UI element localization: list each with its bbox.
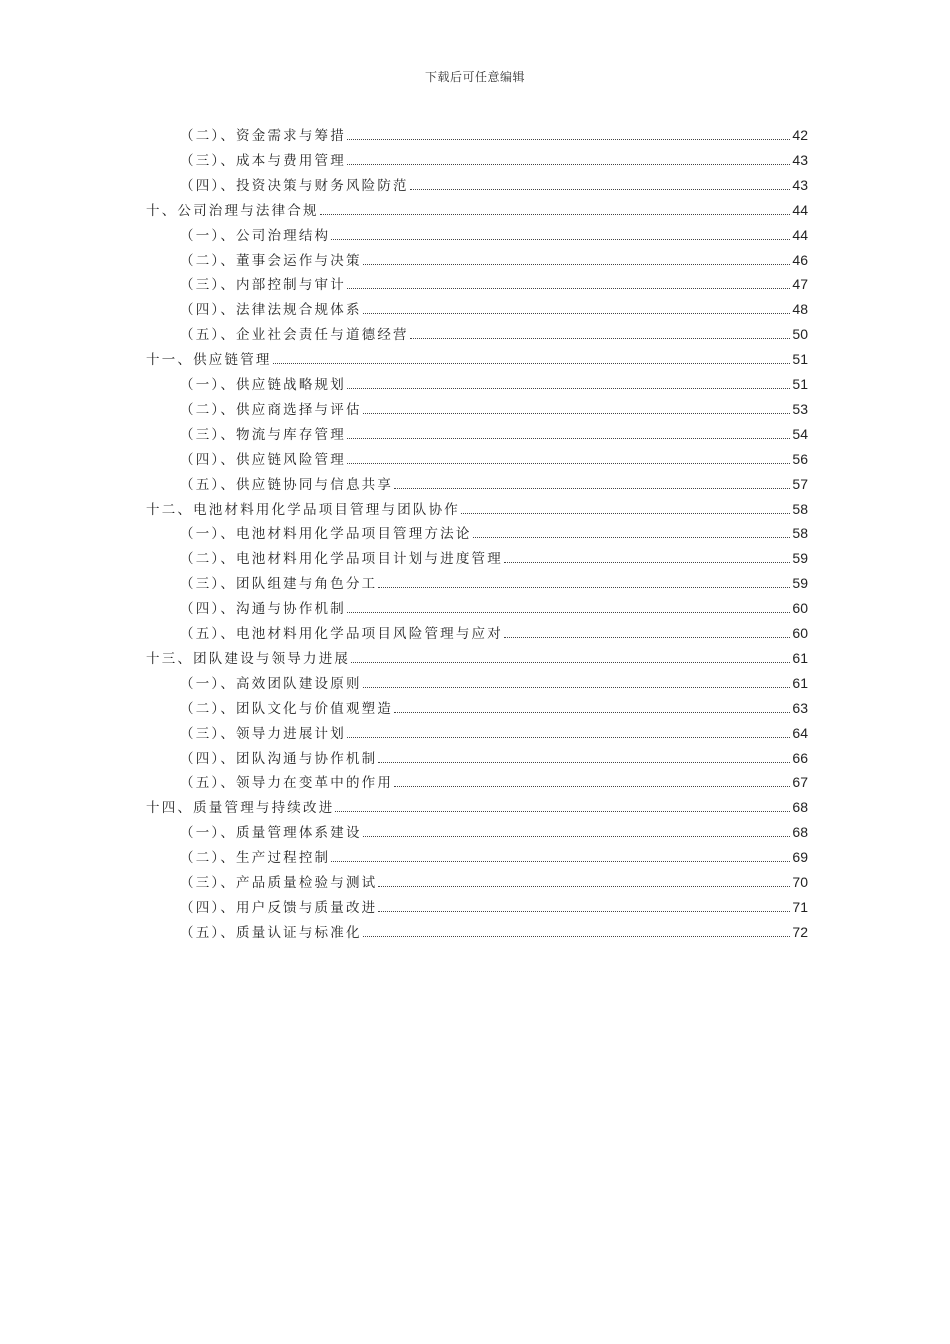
toc-entry-title: （二）、电池材料用化学品项目计划与进度管理 (180, 551, 503, 568)
toc-entry[interactable] (180, 623, 808, 643)
toc-entry[interactable] (146, 797, 808, 817)
toc-entry-page-number: 71 (792, 898, 808, 915)
toc-entry[interactable] (180, 299, 808, 319)
toc-entry-title: （一）、供应链战略规划 (180, 377, 346, 393)
toc-dot-leader (335, 797, 790, 812)
toc-dot-leader (461, 499, 790, 514)
toc-dot-leader (504, 548, 790, 563)
toc-entry-title: （一）、电池材料用化学品项目管理方法论 (180, 526, 472, 543)
toc-dot-leader (363, 399, 791, 414)
toc-entry-page-number: 68 (792, 824, 808, 841)
toc-entry[interactable] (180, 274, 808, 294)
toc-entry-page-number: 57 (792, 475, 808, 492)
toc-dot-leader (378, 748, 790, 763)
toc-entry[interactable] (180, 424, 808, 444)
toc-entry-page-number: 54 (792, 425, 808, 442)
toc-entry[interactable] (180, 573, 808, 593)
toc-dot-leader (473, 523, 791, 538)
toc-entry-page-number: 44 (792, 201, 808, 218)
toc-dot-leader (331, 847, 790, 862)
toc-entry-title: （五）、领导力在变革中的作用 (180, 775, 394, 792)
toc-entry-title: （五）、质量认证与标准化 (180, 924, 362, 941)
toc-entry-page-number: 63 (792, 699, 808, 716)
toc-entry[interactable] (180, 324, 808, 344)
toc-entry-page-number: 43 (792, 151, 808, 168)
toc-entry[interactable] (180, 125, 808, 145)
toc-entry-page-number: 67 (792, 774, 808, 791)
toc-entry[interactable] (180, 598, 808, 618)
toc-dot-leader (347, 150, 790, 165)
toc-entry[interactable] (180, 723, 808, 743)
toc-entry[interactable] (180, 847, 808, 867)
toc-entry-title: 十三、团队建设与领导力进展 (146, 650, 351, 667)
toc-entry-page-number: 43 (792, 176, 808, 193)
toc-entry-title: （五）、供应链协同与信息共享 (180, 476, 394, 493)
toc-entry-page-number: 58 (792, 500, 808, 517)
toc-entry-page-number: 60 (792, 600, 808, 617)
page-header: 下载后可任意编辑 (424, 70, 525, 84)
toc-entry-page-number: 59 (792, 575, 808, 592)
toc-entry-title: （四）、供应链风险管理 (180, 451, 346, 468)
toc-entry-title: （一）、高效团队建设原则 (180, 675, 362, 692)
toc-entry-page-number: 61 (792, 674, 808, 691)
toc-entry[interactable] (180, 748, 808, 768)
toc-entry-page-number: 51 (792, 351, 808, 368)
toc-entry-title: （二）、供应商选择与评估 (180, 401, 362, 418)
toc-dot-leader (363, 922, 791, 937)
toc-entry-title: （二）、董事会运作与决策 (180, 252, 362, 269)
toc-entry-title: （五）、电池材料用化学品项目风险管理与应对 (180, 626, 503, 642)
toc-dot-leader (504, 623, 790, 638)
toc-dot-leader (363, 673, 791, 688)
toc-entry-page-number: 47 (792, 276, 808, 293)
toc-dot-leader (347, 125, 790, 140)
toc-entry-page-number: 46 (792, 251, 808, 268)
toc-entry[interactable] (180, 175, 808, 195)
toc-entry-title: （四）、沟通与协作机制 (180, 601, 346, 618)
toc-entry-title: （四）、投资决策与财务风险防范 (180, 177, 409, 194)
toc-entry-page-number: 59 (792, 550, 808, 567)
toc-entry-title: （二）、生产过程控制 (180, 850, 331, 867)
toc-dot-leader (347, 449, 790, 464)
toc-entry-title: （一）、质量管理体系建设 (180, 825, 362, 842)
toc-dot-leader (351, 648, 790, 663)
toc-entry-page-number: 60 (792, 625, 808, 641)
toc-dot-leader (378, 872, 790, 887)
toc-entry[interactable] (146, 499, 808, 519)
toc-dot-leader (378, 897, 790, 912)
toc-dot-leader (347, 598, 790, 613)
toc-entry-title: （三）、物流与库存管理 (180, 426, 346, 443)
toc-entry[interactable] (180, 150, 808, 170)
toc-entry[interactable] (180, 399, 808, 419)
toc-dot-leader (347, 424, 790, 439)
toc-dot-leader (378, 573, 790, 588)
toc-entry-title: （三）、领导力进展计划 (180, 725, 346, 742)
toc-dot-leader (394, 772, 790, 787)
toc-entry-page-number: 64 (792, 724, 808, 741)
toc-dot-leader (273, 349, 791, 364)
toc-dot-leader (410, 175, 791, 190)
toc-entry[interactable] (180, 225, 808, 245)
toc-entry-title: （三）、产品质量检验与测试 (180, 875, 378, 891)
toc-dot-leader (394, 474, 790, 489)
toc-entry-page-number: 70 (792, 874, 808, 890)
toc-entry[interactable] (180, 922, 808, 942)
toc-entry[interactable] (180, 822, 808, 842)
toc-entry-title: 十二、电池材料用化学品项目管理与团队协作 (146, 501, 460, 518)
toc-entry-page-number: 61 (792, 649, 808, 666)
toc-entry-title: （二）、团队文化与价值观塑造 (180, 700, 394, 717)
toc-entry-page-number: 66 (792, 749, 808, 766)
toc-entry-page-number: 51 (792, 376, 808, 392)
toc-entry-title: （三）、团队组建与角色分工 (180, 576, 378, 593)
toc-entry-page-number: 50 (792, 326, 808, 343)
toc-dot-leader (320, 200, 791, 215)
toc-entry[interactable] (180, 449, 808, 469)
toc-entry[interactable] (180, 698, 808, 718)
toc-entry[interactable] (180, 548, 808, 568)
toc-dot-leader (331, 225, 790, 240)
toc-entry-page-number: 53 (792, 400, 808, 417)
toc-entry-page-number: 68 (792, 799, 808, 816)
toc-entry-title: （三）、成本与费用管理 (180, 152, 346, 169)
toc-entry-title: （一）、公司治理结构 (180, 227, 331, 244)
toc-entry[interactable] (146, 200, 808, 220)
toc-entry-title: （三）、内部控制与审计 (180, 277, 346, 294)
toc-entry-page-number: 72 (792, 923, 808, 940)
toc-entry[interactable] (180, 474, 808, 494)
toc-dot-leader (363, 299, 791, 314)
toc-entry-title: （四）、法律法规合规体系 (180, 302, 362, 319)
toc-entry[interactable] (180, 523, 808, 543)
toc-entry-title: （二）、资金需求与筹措 (180, 128, 346, 144)
toc-dot-leader (410, 324, 791, 339)
toc-entry-page-number: 56 (792, 450, 808, 467)
toc-entry-title: 十、公司治理与法律合规 (146, 202, 319, 219)
toc-entry-title: （四）、团队沟通与协作机制 (180, 750, 378, 767)
toc-entry[interactable] (180, 250, 808, 270)
toc-entry[interactable] (146, 349, 808, 369)
toc-entry-title: （四）、用户反馈与质量改进 (180, 899, 378, 916)
toc-dot-leader (347, 723, 790, 738)
toc-entry-page-number: 69 (792, 849, 808, 866)
toc-entry-title: 十一、供应链管理 (146, 352, 272, 369)
toc-entry-page-number: 42 (792, 127, 808, 143)
toc-entry-page-number: 58 (792, 525, 808, 542)
toc-dot-leader (363, 250, 791, 265)
toc-entry[interactable] (180, 897, 808, 917)
toc-entry[interactable] (180, 772, 808, 792)
toc-dot-leader (347, 274, 790, 289)
toc-dot-leader (394, 698, 790, 713)
toc-entry-page-number: 48 (792, 301, 808, 318)
toc-entry[interactable] (180, 673, 808, 693)
toc-entry-title: 十四、质量管理与持续改进 (146, 800, 335, 817)
toc-dot-leader (363, 822, 791, 837)
toc-entry[interactable] (180, 872, 808, 892)
toc-entry[interactable] (180, 374, 808, 394)
toc-entry-title: （五）、企业社会责任与道德经营 (180, 327, 409, 344)
toc-dot-leader (347, 374, 790, 389)
toc-entry-page-number: 44 (792, 226, 808, 243)
toc-entry[interactable] (146, 648, 808, 668)
